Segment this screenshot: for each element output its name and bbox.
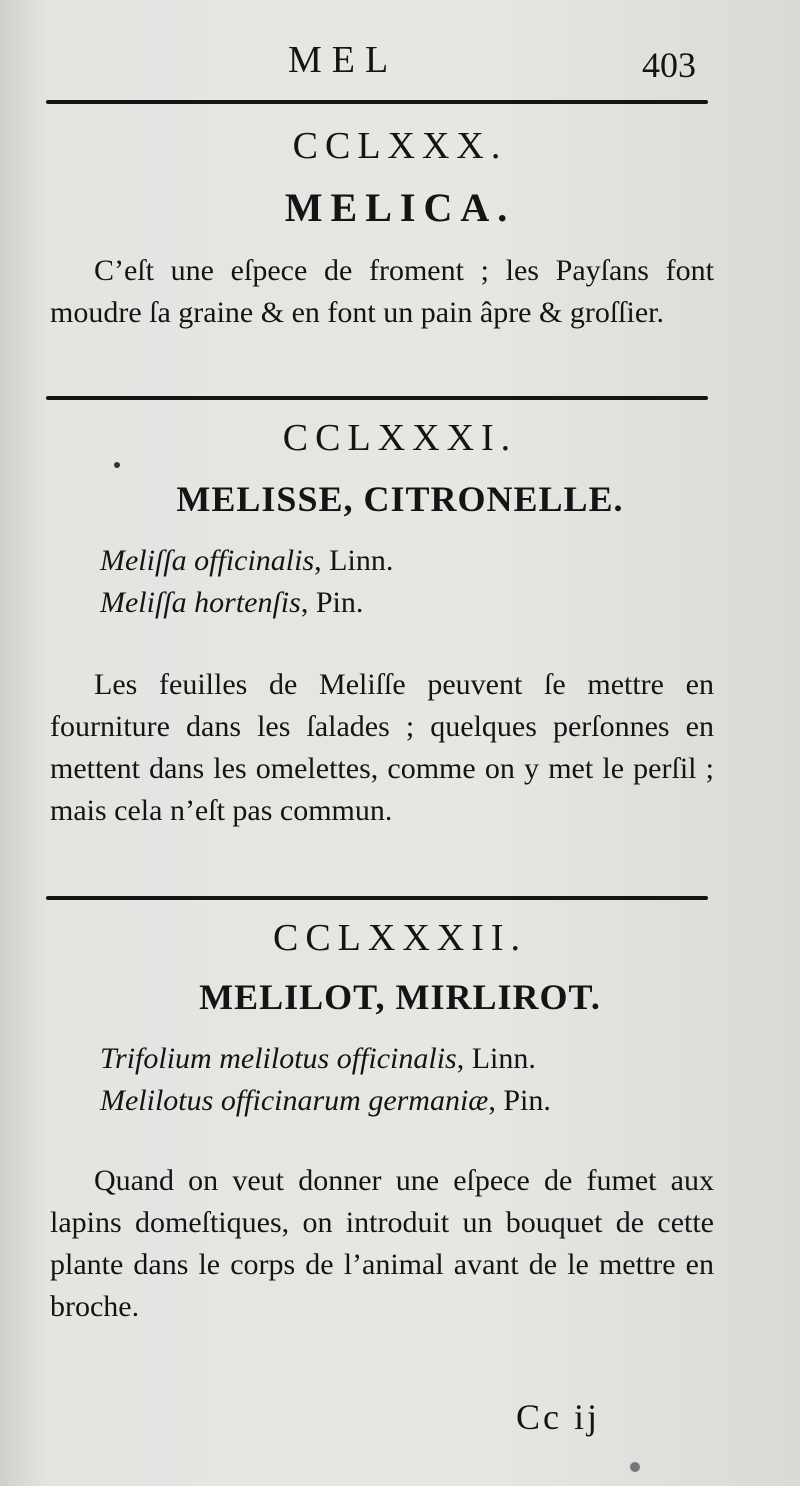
running-title: MEL [288, 39, 399, 81]
ink-speck [630, 1462, 640, 1472]
authority: , Pin. [488, 1084, 551, 1117]
synonym-entry [100, 1080, 720, 1122]
signature-mark: Cc ij [516, 1397, 600, 1437]
latin-name: Melilotus officinarum germaniæ [100, 1084, 489, 1117]
synonym-entry [100, 582, 720, 624]
section-rule [46, 396, 708, 400]
section-title: MELICA. [284, 185, 516, 230]
latin-name: Meliſſa officinalis [100, 544, 315, 577]
section-title: MELISSE, CITRONELLE. [176, 479, 624, 519]
section-body: C’eſt une eſpece de froment ; les Payſans font moudre ſa graine & en font un pain âpre & groſſier. [50, 254, 714, 329]
section-body: Les feuilles de Meliſſe peuvent ſe mettre en fourniture dans les ſalades ; quelques perſonnes en mettent dans les omelettes, comme on y met le perſil ; mais cela n’eſt pas commun. [50, 668, 714, 827]
authority: , Linn. [314, 544, 394, 577]
synonym-entry [100, 540, 720, 582]
ink-speck [114, 462, 120, 468]
synonym-entry [100, 1038, 720, 1080]
authority: , Linn. [456, 1042, 536, 1075]
section-number: CCLXXXI. [282, 417, 518, 459]
latin-name: Trifolium melilotus officinalis [100, 1042, 457, 1075]
section-number: CCLXXX. [292, 125, 508, 167]
latin-name: Meliſſa hortenſis [100, 586, 301, 619]
section-rule [46, 896, 708, 900]
synonym-list [100, 1038, 720, 1122]
synonym-list [100, 540, 720, 624]
section-title: MELILOT, MIRLIROT. [199, 977, 601, 1017]
header-rule [46, 100, 708, 104]
running-head [0, 38, 800, 88]
section-number: CCLXXXII. [272, 917, 528, 959]
authority: , Pin. [300, 586, 364, 619]
section-body: Quand on veut donner une eſpece de fumet aux lapins domeſtiques, on introduit un bouquet de cette plante dans le corps de l’animal avant de le mettre en broche. [50, 1164, 714, 1323]
page-number: 403 [642, 45, 696, 85]
